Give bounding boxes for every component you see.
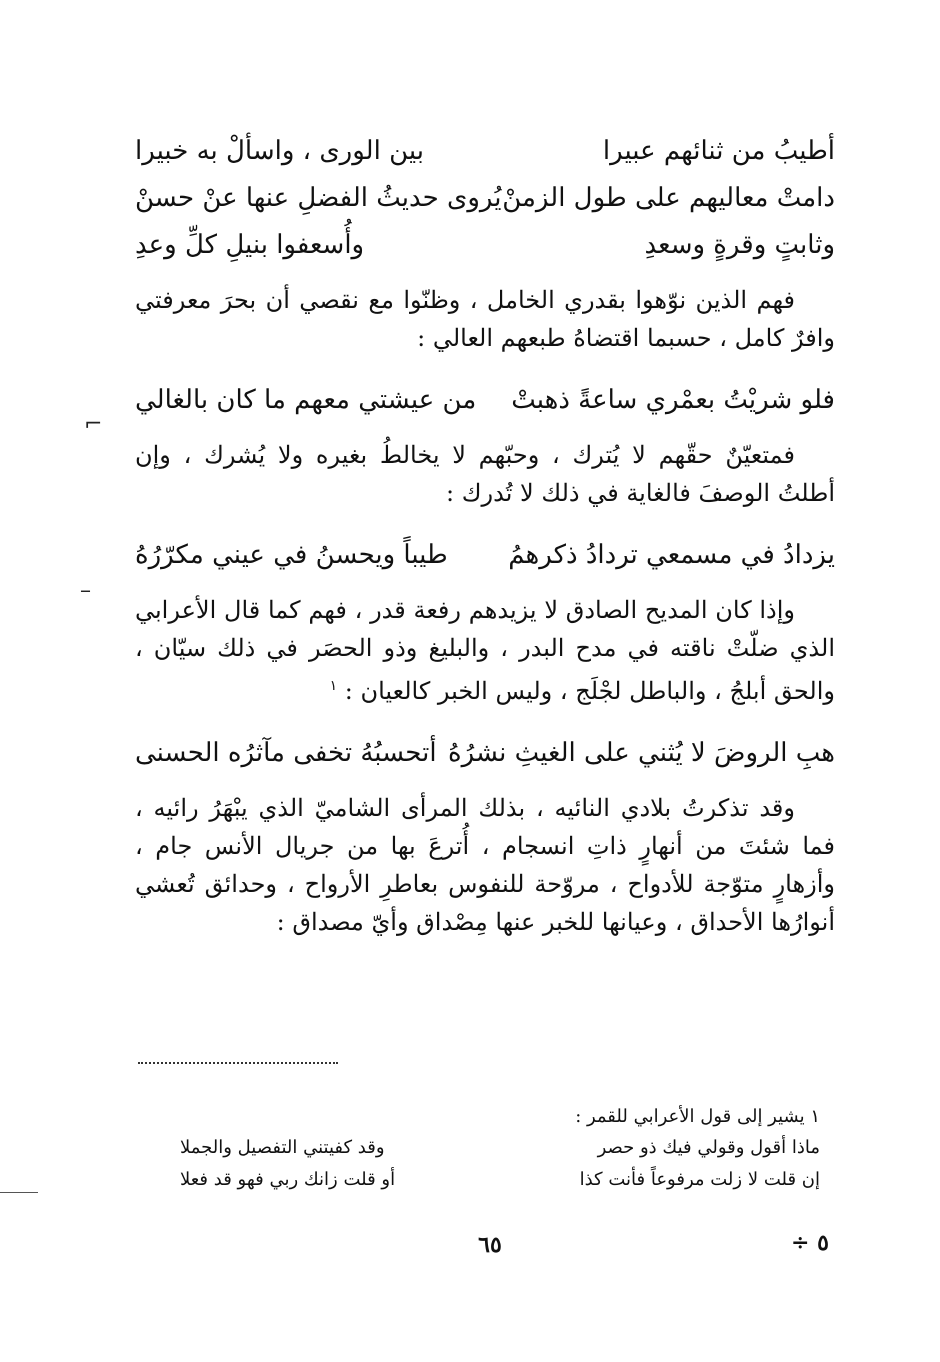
footnote <box>180 1102 820 1196</box>
verse-hemistich-first: دامتْ معاليهم على طول الزمنْ <box>502 183 835 213</box>
verse-line <box>135 222 835 269</box>
verse-block-1 <box>135 128 835 269</box>
verse-hemistich-first: وثابتٍ وقرةٍ وسعدِ <box>644 230 835 260</box>
verse-line <box>135 175 835 222</box>
verse-hemistich-first: يزدادُ في مسمعي تردادُ ذكرهمُ <box>508 540 835 570</box>
verse-line <box>135 128 835 175</box>
paragraph-2: فمتعيّنٌ حقّهم لا يُترك ، وحبّهم لا يخالطُ بغيره ولا يُشرك ، وإن أطلتُ الوصفَ فالغاية في ذلك لا تُدرك : <box>135 441 835 507</box>
footnote-verse <box>180 1164 820 1196</box>
verse-hemistich-second: وأُسعفوا بنيلِ كلِّ وعدِ <box>135 230 365 260</box>
verse-hemistich-first: أطيبُ من ثنائهم عبيرا <box>602 136 835 166</box>
verse-hemistich-second: وقد كفيتني التفصيل والجملا <box>180 1137 385 1158</box>
verse-3 <box>135 532 835 579</box>
paragraph-3 <box>135 591 835 710</box>
verse-hemistich-second: أتحسبُهُ تخفى مآثرُه الحسنى <box>135 738 437 768</box>
page-edge-line <box>0 1192 38 1193</box>
verse-hemistich-second: من عيشتي معهم ما كان بالغالي <box>135 385 477 415</box>
verse-hemistich-first: هبِ الروضَ لا يُثني على الغيثِ نشرُهُ <box>448 738 835 768</box>
signature-mark: ٥ ÷ <box>791 1230 829 1256</box>
margin-mark: – <box>80 578 91 603</box>
paragraph-1: فهم الذين نوّهوا بقدري الخامل ، وظنّوا مع نقصي أن بحرَ معرفتي وافرٌ كامل ، حسبما اقتضاهُ طبعهم العالي : <box>135 286 835 352</box>
margin-mark: ⌐ <box>84 412 103 437</box>
verse-hemistich-first: فلو شريْتُ بعمْري ساعةً ذهبتْ <box>511 385 835 415</box>
verse-4 <box>135 730 835 777</box>
footnote-reference: ١ <box>329 678 338 694</box>
main-text <box>135 128 835 941</box>
verse-hemistich-second: بين الورى ، واسألْ به خبيرا <box>135 136 424 166</box>
verse-hemistich-second: يُروى حديثُ الفضلِ عنها عنْ حسنْ <box>135 183 502 213</box>
verse-hemistich-second: أو قلت زانك ربي فهو قد فعلا <box>180 1169 396 1190</box>
page-number: ٦٥ <box>478 1232 502 1258</box>
paragraph-3-text: وإذا كان المديح الصادق لا يزيدهم رفعة قدر ، فهم كما قال الأعرابي الذي ضلّتْ ناقته في مدح البدر ، والبليغ وذو الحصَر في ذلك سيّان ، والحق أبلجُ ، والباطل لجْلَج ، وليس الخبر كالعيان : <box>135 596 835 705</box>
verse-hemistich-first: ماذا أقول وقولي فيك ذو حصر <box>597 1137 820 1158</box>
paragraph-4: وقد تذكرتُ بلادي النائيه ، بذلك المرأى الشاميّ الذي يبْهَرُ رائيه ، فما شئتَ من أنهارٍ ذاتِ انسجام ، أُترعَ بها من جريال الأنس جام ، وأزهارٍ متوّجة للأدواح ، مروّحة للنفوس بعاطرِ الأرواح ، وحدائق تُعشي أنوارُها الأحداق ، وعيانها للخبر عنها مِصْداق وأيّ مصداق : <box>135 794 835 936</box>
footnote-verse <box>180 1132 820 1164</box>
verse-hemistich-first: إن قلت لا زلت مرفوعاً فأنت كذا <box>579 1169 820 1190</box>
verse-hemistich-second: طيباً ويحسنُ في عيني مكرّرُهُ <box>135 540 448 570</box>
footnote-intro: ١ يشير إلى قول الأعرابي للقمر : <box>575 1106 820 1127</box>
dotted-rule <box>138 1062 338 1064</box>
verse-2 <box>135 377 835 424</box>
